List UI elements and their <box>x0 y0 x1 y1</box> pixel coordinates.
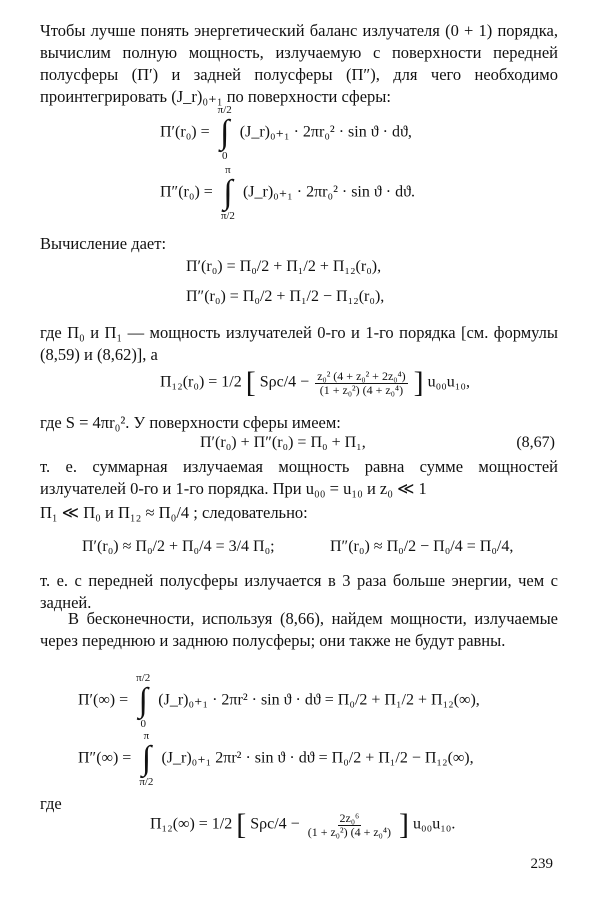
paragraph-surface: где S = 4πr₀². У поверхности сферы имеем: <box>40 413 341 432</box>
equation-tail: u₀₀u₁₀, <box>427 373 470 391</box>
equation-front-hemisphere <box>160 104 412 162</box>
equation-back-result: П″(r₀) = П₀/2 + П₁/2 − П₁₂(r₀), <box>186 288 385 305</box>
integral-lower-limit: π/2 <box>220 210 235 222</box>
paragraph-intro: Чтобы лучше понять энергетический баланс излучателя (0 + 1) порядка, вычислим полную мощность, излучаемую с поверхности передней полусферы (П′) и задней полусферы (П″), для чего необходимо проинтегрировать (J_r)₀₊₁ по поверхности сферы: <box>40 21 558 106</box>
equation-interference-infinity: П₁₂(∞) = 1/2 [ Sρc/4 − $\frac{\text{2z₀⁶}}{\text{(1 + z₀²) (4 + z₀⁴)}}$ ] u₀₀u₁₀. <box>150 808 456 841</box>
equation-lhs: П₁₂(∞) = 1/2 <box>150 815 233 833</box>
page-number: 239 <box>530 856 553 872</box>
equation-lhs: П′(r₀) = <box>160 123 210 141</box>
calc-result-label: Вычисление дает: <box>40 234 167 253</box>
paragraph-approximation: П₁ ≪ П₀ и П₁₂ ≈ П₀/4 ; следовательно: <box>40 503 308 522</box>
paragraph-definitions: где П₀ и П₁ — мощность излучателей 0-го и 1-го порядка [см. формулы (8,59) и (8,62)], а <box>40 323 558 364</box>
equation-sum: П′(r₀) + П″(r₀) = П₀ + П₁, <box>200 434 366 451</box>
equation-front-result: П′(r₀) = П₀/2 + П₁/2 + П₁₂(r₀), <box>186 258 382 275</box>
equation-back-approx: П″(r₀) ≈ П₀/2 − П₀/4 = П₀/4, <box>330 538 514 555</box>
paragraph-ratio: т. е. с передней полусферы излучается в 3 раза больше энергии, чем с задней. <box>40 571 558 612</box>
fraction <box>306 812 393 839</box>
integral-upper-limit: π <box>143 730 150 742</box>
equation-prefactor: Sρc/4 − <box>250 815 300 833</box>
integral-upper-limit: π/2 <box>217 104 232 116</box>
equation-prefactor: Sρc/4 − <box>259 373 310 391</box>
where-label: где <box>40 794 62 813</box>
integral-upper-limit: π <box>225 164 231 176</box>
integral-lower-limit: 0 <box>140 718 146 730</box>
integral-lower-limit: π/2 <box>139 776 154 788</box>
equation-front-approx: П′(r₀) ≈ П₀/2 + П₀/4 = 3/4 П₀; <box>82 538 275 555</box>
equation-number: (8,67) <box>516 434 555 451</box>
equation-lhs: П′(∞) = <box>78 691 129 709</box>
equation-interference-term: П₁₂(r₀) = 1/2 [ Sρc/4 − $\frac{\text{z₀² (4 + z₀² + 2z₀⁴)}}{\text{(1 + z₀²) (4 + z₀⁴)}}$ ] u₀₀u₁₀, <box>160 366 470 399</box>
integral-sign: π/2 ∫ 0 <box>217 104 232 162</box>
equation-tail: u₀₀u₁₀. <box>413 815 456 833</box>
equation-lhs: П″(∞) = <box>78 749 132 767</box>
integral-sign: π ∫ π/2 <box>139 730 154 788</box>
fraction-denominator: (1 + z₀²) (4 + z₀⁴) <box>319 382 404 397</box>
fraction-numerator: 2z₀⁶ <box>339 810 360 825</box>
fraction <box>315 370 407 397</box>
equation-back-infinity <box>78 730 474 788</box>
equation-body: (J_r)₀₊₁ 2πr² · sin ϑ · dϑ = П₀/2 + П₁/2 − П₁₂(∞), <box>161 749 474 767</box>
equation-body: (J_r)₀₊₁ · 2πr₀² · sin ϑ · dϑ. <box>242 183 416 201</box>
equation-body: (J_r)₀₊₁ · 2πr² · sin ϑ · dϑ = П₀/2 + П₁/2 + П₁₂(∞), <box>158 691 480 709</box>
paragraph-sum-explanation: т. е. суммарная излучаемая мощность равна сумме мощностей излучателей 0-го и 1-го порядка. При u₀₀ = u₁₀ и z₀ ≪ 1 <box>40 457 558 498</box>
integral-sign: π/2 ∫ 0 <box>136 672 151 730</box>
fraction-numerator: z₀² (4 + z₀² + 2z₀⁴) <box>317 368 406 383</box>
integral-upper-limit: π/2 <box>136 672 151 684</box>
fraction-denominator: (1 + z₀²) (4 + z₀⁴) <box>307 824 392 839</box>
equation-front-infinity <box>78 672 480 730</box>
integral-sign: π ∫ π/2 <box>220 164 235 222</box>
equation-lhs: П₁₂(r₀) = 1/2 <box>160 373 242 391</box>
integral-lower-limit: 0 <box>221 150 228 162</box>
paragraph-infinity: В бесконечности, используя (8,66), найдем мощности, излучаемые через переднюю и заднюю полусферы; они также не будут равны. <box>40 609 558 650</box>
equation-lhs: П″(r₀) = <box>160 183 213 201</box>
equation-back-hemisphere <box>160 164 415 222</box>
equation-body: (J_r)₀₊₁ · 2πr₀² · sin ϑ · dϑ, <box>239 123 412 141</box>
